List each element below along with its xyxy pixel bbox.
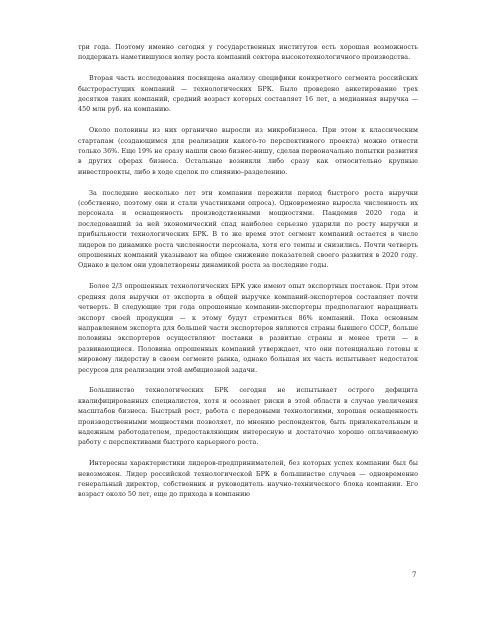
paragraph-gap <box>78 448 418 458</box>
paragraph-4: За последние несколько лет эти компании пережили период быстрого роста выручки (собственно, поэтому они и стали участниками опроса). Одновременно выросла численность их персонала и оснащенность производственными мощностями. Пандемия 2020 года и последовавший за ней экономический спад наиболее серьезно ударили по росту выручки и прибыльности технологических БРК. В то же время этот сегмент компаний остается в числе лидеров по динамике роста численности персонала, хотя его темпы и снизились. Почти четверть опрошенных компаний указывают на общее снижение показателей своего развития в 2020 году. Однако в целом они удовлетворены динамикой роста за последние годы. <box>78 188 418 270</box>
paragraph-gap <box>78 177 418 187</box>
paragraph-6: Большинство технологических БРК сегодня не испытывает острого дефицита квалифицированных специалистов, хотя и осознает риски в этой области в случае увеличения масштабов бизнеса. Быстрый рост, работа с передовыми технологиями, хорошая оснащенность производственными мощностями позволяет, по мнению респондентов, быть привлекательным и надежным работодателем, предоставляющим интересную и достаточно хорошо оплачиваемую работу с перспективами быстрого карьерного роста. <box>78 386 418 447</box>
paragraph-3: Около половины из них органично выросли из микробизнеса. При этом к классическим стартапам (создающимся для реализации какого-то перспективного проекта) можно отнести только 36%. Еще 19% не сразу нашли свою бизнес-нишу, сделав первоначально попытки развития в других сферах бизнеса. Остальные возникли либо сразу как относительно крупные инвестпроекты, либо в ходе сделок по слиянию–разделению. <box>78 126 418 176</box>
page-number: 7 <box>412 571 417 579</box>
paragraph-5: Более 2/3 опрошенных технологических БРК уже имеют опыт экспортных поставок. При этом средняя доля выручки от экспорта в общей выручке компаний-экспортеров составляет почти четверть. В следующие три года опрошенные компании-экспортеры предполагают наращивать экспорт своей продукции — к этому будут стремиться 86% компаний. Пока основным направлением экспорта для большей части экспортеров являются страны бывшего СССР, больше половины экспортеров осуществляют поставки в развитые страны и менее трети — в развивающиеся. Половина опрошенных компаний утверждает, что они потенциально готовы к мировому лидерству в своем сегменте рынка, однако большая их часть испытывает недостаток ресурсов для реализации этой амбициозной задачи. <box>78 282 418 374</box>
paragraph-gap <box>78 115 418 125</box>
paragraph-gap <box>78 271 418 281</box>
paragraph-gap <box>78 63 418 73</box>
paragraph-gap <box>78 375 418 385</box>
paragraph-1: три года. Поэтому именно сегодня у государственных институтов есть хорошая возможность поддержать наметившуюся волну роста компаний сектора высокотехнологичного производства. <box>78 43 418 62</box>
paragraph-2: Вторая часть исследования посвящена анализу специфики конкретного сегмента российских быстрорастущих компаний — технологических БРК. Было проведено анкетирование трех десятков таких компаний, средний возраст которых составляет 16 лет, а медианная выручка — 450 млн руб. на компанию. <box>78 74 418 114</box>
paragraph-7: Интересны характеристики лидеров-предпринимателей, без которых успех компании был бы невозможен. Лидер российской технологической БРК в большинстве случаев — одновременно генеральный директор, собственник и руководитель научно-технического блока компании. Его возраст около 50 лет, еще до прихода в компанию <box>78 459 418 499</box>
document-body <box>78 42 418 500</box>
